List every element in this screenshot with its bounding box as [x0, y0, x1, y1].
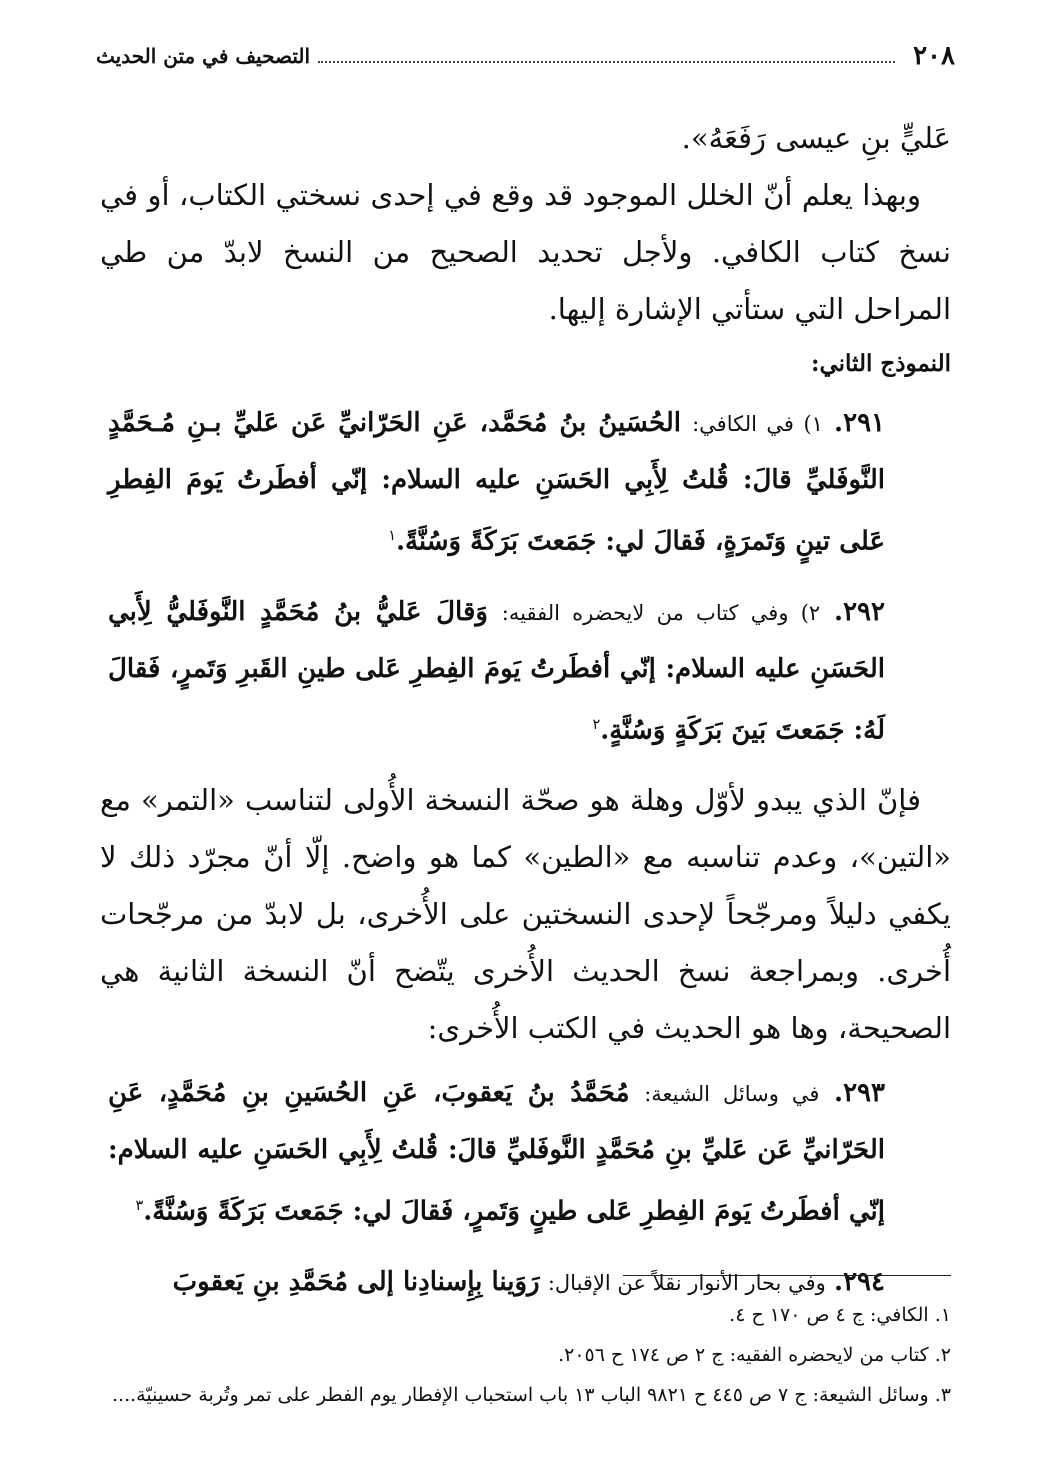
hadith-text: وَقالَ عَليُّ بنُ مُحَمَّدٍ النَّوفَليُّ لِأَبي الحَسَنِ عليه السلام: إنّي أفطَرتُ يَومَ الفِطرِ عَلى طينِ القَبرِ وَتَمرٍ، فَقالَ لَهُ: جَمَعتَ بَينَ بَرَكَةٍ وَسُنَّةٍ.: [108, 596, 885, 746]
footnote: ٢. كتاب من لايحضره الفقيه: ج ٢ ص ١٧٤ ح ٢٠٥٦.: [558, 1344, 951, 1366]
footnote: ٣. وسائل الشيعة: ج ٧ ص ٤٤٥ ح ٩٨٢١ الباب ١٣ باب استحباب الإفطار يوم الفطر على تمر وتُربة حسينيّة....: [112, 1384, 951, 1406]
footnote-ref: ٣: [135, 1198, 144, 1215]
header-leader-dots: [318, 61, 895, 63]
hadith-number: ٢٩١.: [834, 408, 886, 438]
page-number: ٢٠٨: [913, 41, 955, 71]
hadith-source: ١) في الكافي:: [692, 412, 823, 436]
hadith-number: ٢٩٣.: [834, 1078, 885, 1109]
hadith-text: الحُسَينُ بنُ مُحَمَّد، عَنِ الحَرّانيِّ عَن عَليِّ بـنِ مُـحَمَّدٍ النَّوفَليِّ قالَ: قُلتُ لِأَبِي الحَسَنِ عليه السلام: إنّي أفطَرتُ يَومَ الفِطرِ عَلى تينٍ وَتَمرَةٍ، فَقالَ لي: جَمَعتَ بَرَكَةً وَسُنَّةً.: [108, 408, 885, 557]
footnotes: [100, 1295, 951, 1415]
running-header: [96, 36, 955, 76]
hadith-number: ٢٩٢.: [834, 596, 885, 627]
footnote-separator: [623, 1275, 951, 1276]
footnote-ref: ٢: [592, 716, 601, 733]
hadith-source: في وسائل الشيعة:: [644, 1082, 820, 1107]
hadith-source: ٢) وفي كتاب من لايحضره الفقيه:: [501, 600, 821, 625]
page-body: [100, 110, 951, 1325]
hadith-entry: [100, 584, 951, 759]
section-title: النموذج الثاني:: [810, 350, 951, 377]
chapter-title: التصحيف في متن الحديث: [96, 44, 311, 68]
hadith-number: ٢٩٤.: [834, 1266, 885, 1297]
hadith-text: مُحَمَّدُ بنُ يَعقوبَ، عَنِ الحُسَينِ بنِ مُحَمَّدٍ، عَنِ الحَرّانيِّ عَن عَليِّ بنِ مُحَمَّدٍ النَّوفَليِّ قالَ: قُلتُ لِأَبِي الحَسَنِ عليه السلام: إنّي أفطَرتُ يَومَ الفِطرِ عَلى طينٍ وَتَمرٍ، فَقالَ لي: جَمَعتَ بَرَكَةً وَسُنَّةً.: [108, 1078, 885, 1227]
body-paragraph: وبهذا يعلم أنّ الخلل الموجود قد وقع في إحدى نسختي الكتاب، أو في نسخ كتاب الكافي. ولأجل تحديد الصحيح من النسخ لابدّ من طي المراحل التي ستأتي الإشارة إليها.: [100, 178, 951, 326]
body-paragraph: فإنّ الذي يبدو لأوّل وهلة هو صحّة النسخة الأُولى لتناسب «التمر» مع «التين»، وعدم تناسبه مع «الطين» كما هو واضح. إلّا أنّ مجرّد ذلك لا يكفي دليلاً ومرجّحاً لإحدى النسختين على الأُخرى، بل لابدّ من مرجّحات أُخرى. وبمراجعة نسخ الحديث الأُخرى يتّضح أنّ النسخة الثانية هي الصحيحة، وها هو الحديث في الكتب الأُخرى:: [100, 783, 951, 1046]
hadith-text: رَوَينا بِإِسنادِنا إلى مُحَمَّدِ بنِ يَعقوبَ: [172, 1266, 540, 1297]
footnote-ref: ١: [388, 528, 396, 544]
hadith-entry: [100, 1065, 951, 1240]
continuation-text: عَليٍّ بنِ عيسى رَفَعَهُ».: [681, 121, 951, 155]
hadith-source: وفي بحار الأنوار نقلاً عن الإقبال:: [547, 1270, 826, 1295]
hadith-entry: [100, 395, 951, 570]
footnote: ١. الكافي: ج ٤ ص ١٧٠ ح ٤.: [729, 1304, 951, 1326]
